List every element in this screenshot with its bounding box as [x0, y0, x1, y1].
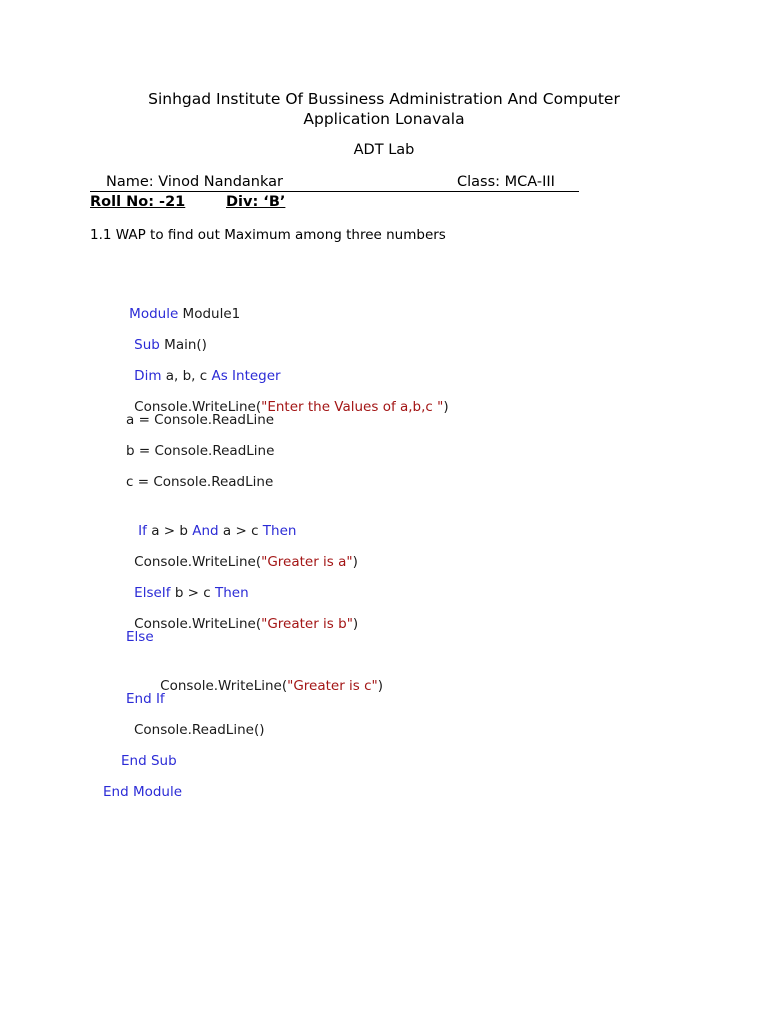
- code-text: Module1: [178, 306, 241, 322]
- code-text: Console.WriteLine(: [134, 399, 262, 415]
- code-text: a > b: [146, 523, 193, 539]
- question-text: 1.1 WAP to find out Maximum among three numbers: [90, 227, 446, 243]
- lab-title: ADT Lab: [353, 142, 415, 158]
- institute-title-line2: Application Lonavala: [303, 110, 465, 128]
- code-keyword: Module: [129, 306, 179, 322]
- student-div: Div: ‘B’: [226, 194, 286, 210]
- code-text: Console.WriteLine(: [134, 554, 262, 570]
- student-class: Class: MCA-III: [457, 174, 555, 190]
- institute-title-line1: Sinhgad Institute Of Bussiness Administration And Computer: [148, 90, 620, 108]
- code-line-13: [143, 659, 383, 713]
- code-string: "Greater is a": [261, 554, 353, 570]
- code-text: Console.WriteLine(: [160, 678, 288, 694]
- code-keyword: Then: [215, 585, 249, 601]
- code-keyword: As Integer: [211, 368, 281, 384]
- code-line-16: End Sub: [121, 753, 177, 769]
- code-string: "Enter the Values of a,b,c ": [261, 399, 444, 415]
- code-keyword: Dim: [134, 368, 162, 384]
- code-text: ): [352, 554, 358, 570]
- code-string: "Greater is c": [287, 678, 378, 694]
- code-keyword: Sub: [134, 337, 160, 353]
- code-text: ): [352, 616, 359, 632]
- student-name-class-row: [90, 173, 579, 192]
- code-line-7: c = Console.ReadLine: [126, 474, 274, 490]
- code-string: "Greater is b": [261, 616, 353, 632]
- code-line-6: b = Console.ReadLine: [126, 443, 275, 459]
- code-text: ): [377, 678, 384, 694]
- code-line-5: a = Console.ReadLine: [126, 412, 275, 428]
- code-keyword: Then: [262, 523, 297, 539]
- code-text: a > c: [218, 523, 263, 539]
- code-text: Console.WriteLine(: [134, 616, 262, 632]
- student-name: Name: Vinod Nandankar: [106, 174, 283, 190]
- code-text: ): [443, 399, 449, 415]
- code-keyword: If: [138, 523, 147, 539]
- code-text: a, b, c: [161, 368, 212, 384]
- code-line-15: Console.ReadLine(): [134, 722, 265, 738]
- code-text: b > c: [170, 585, 215, 601]
- student-roll: Roll No: -21: [90, 194, 186, 210]
- code-line-14: End If: [126, 691, 165, 707]
- code-text: Main(): [159, 337, 207, 353]
- code-line-12: Else: [126, 629, 154, 645]
- code-keyword: And: [192, 523, 219, 539]
- code-keyword: ElseIf: [134, 585, 171, 601]
- code-line-17: End Module: [103, 784, 183, 800]
